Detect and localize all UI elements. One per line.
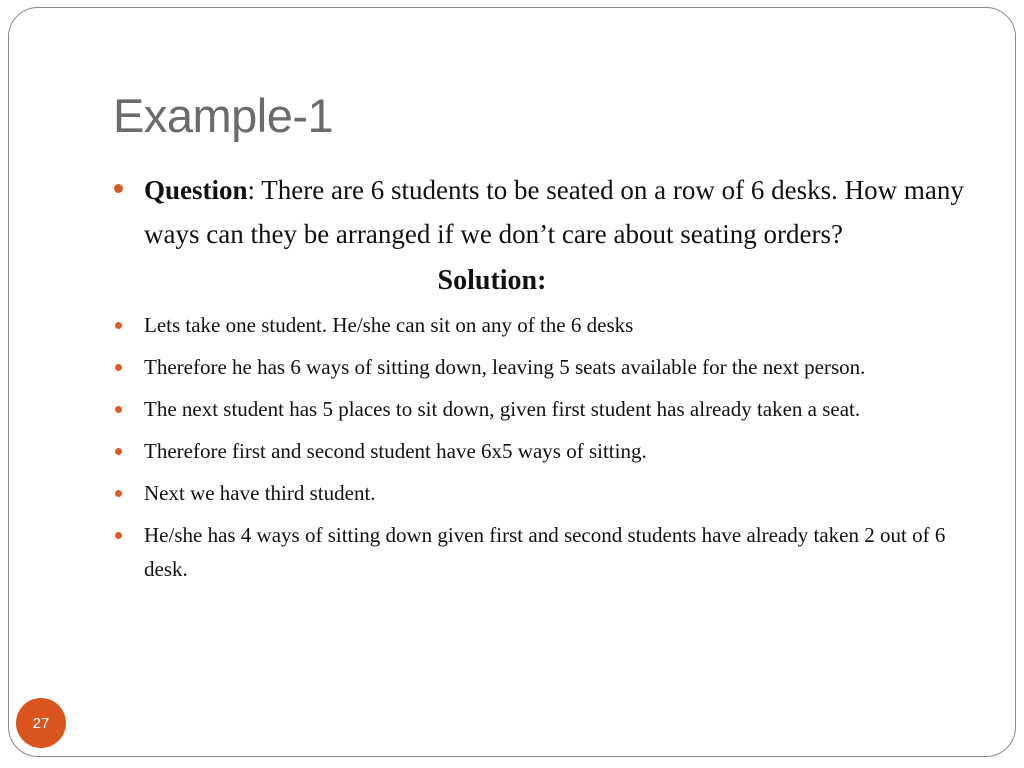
list-item xyxy=(112,350,982,384)
list-item-text: Lets take one student. He/she can sit on any of the 6 desks xyxy=(144,313,634,337)
list-item xyxy=(112,392,982,426)
bullet-icon xyxy=(115,490,122,497)
page-number-badge: 27 xyxy=(16,698,66,748)
question-label: Question xyxy=(144,175,248,205)
bullet-icon xyxy=(115,322,122,329)
bullet-icon xyxy=(115,364,122,371)
solution-heading: Solution: xyxy=(437,265,547,296)
list-item-text: The next student has 5 places to sit down, given first student has already taken a seat. xyxy=(144,397,861,421)
bullet-icon xyxy=(115,406,122,413)
bullet-icon xyxy=(115,448,122,455)
bullet-icon xyxy=(115,532,122,539)
solution-steps-list xyxy=(112,308,982,586)
slide-content xyxy=(112,168,982,594)
list-item-text: Next we have third student. xyxy=(144,481,376,505)
question-text: There are 6 students to be seated on a row of 6 desks. How many ways can they be arranged if we don’t care about seating orders? xyxy=(144,175,964,249)
bullet-icon xyxy=(114,184,123,193)
list-item-text: Therefore first and second student have 6x5 ways of sitting. xyxy=(144,439,647,463)
question-separator: : xyxy=(247,175,256,205)
slide-title: Example-1 xyxy=(113,89,334,142)
list-item-text: Therefore he has 6 ways of sitting down, leaving 5 seats available for the next person. xyxy=(144,355,866,379)
question-paragraph xyxy=(112,168,982,256)
list-item xyxy=(112,476,982,510)
list-item-text: He/she has 4 ways of sitting down given first and second students have already taken 2 out of 6 desk. xyxy=(144,523,946,581)
list-item xyxy=(112,308,982,342)
list-item xyxy=(112,434,982,468)
list-item xyxy=(112,518,982,586)
